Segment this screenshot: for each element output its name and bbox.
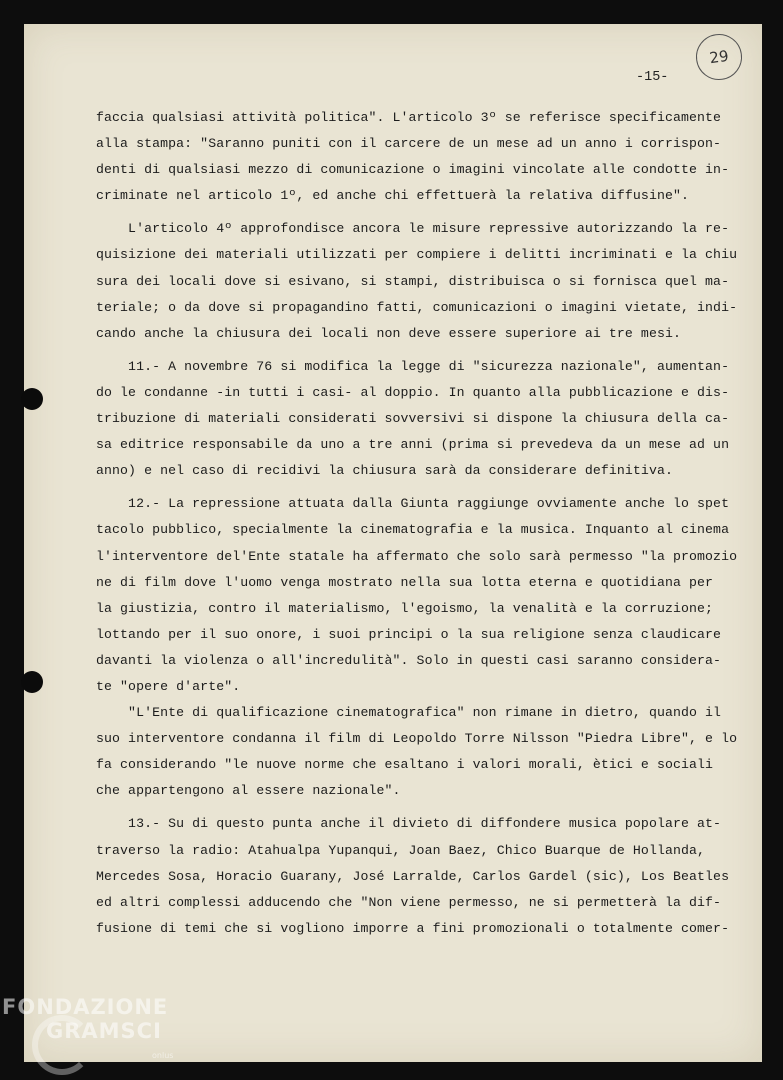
text-line: tribuzione di materiali considerati sovversivi si dispone la chiusura della ca- [96, 411, 730, 427]
watermark-logo [2, 995, 202, 1075]
text-line: alla stampa: "Saranno puniti con il carcere de un mese ad un anno i corrispon- [96, 136, 722, 152]
text-line: teriale; o da dove si propagandino fatti, comunicazioni o imagini vietate, indi- [96, 299, 738, 315]
text-line: ed altri complessi adducendo che "Non viene permesso, ne si permetterà la dif- [96, 894, 722, 910]
text-line: fa considerando "le nuove norme che esaltano i valori morali, ètici e sociali [96, 757, 714, 773]
text-line: fusione di temi che si vogliono imporre a fini promozionali o totalmente comer- [96, 920, 730, 936]
text-line: L'articolo 4º approfondisce ancora le misure repressive autorizzando la re- [96, 221, 730, 237]
page-number: -15- [636, 70, 669, 85]
text-line: criminate nel articolo 1º, ed anche chi effettuerà la relativa diffusine". [96, 188, 690, 204]
text-line: sura dei locali dove si esivano, si stampi, distribuisca o si fornisca quel ma- [96, 273, 730, 289]
text-line: "L'Ente di qualificazione cinematografica" non rimane in dietro, quando il [96, 705, 722, 721]
document-page [24, 24, 762, 1062]
text-line: faccia qualsiasi attività politica". L'articolo 3º se referisce specificamente [96, 110, 722, 125]
text-line: te "opere d'arte". [96, 678, 241, 694]
text-line: Mercedes Sosa, Horacio Guarany, José Larralde, Carlos Gardel (sic), Los Beatles [96, 868, 730, 884]
text-line: quisizione dei materiali utilizzati per compiere i delitti incriminati e la chiu [96, 247, 738, 263]
folio-number: 29 [693, 31, 745, 83]
text-line: traverso la radio: Atahualpa Yupanqui, Joan Baez, Chico Buarque de Hollanda, [96, 842, 706, 858]
text-line: denti di qualsiasi mezzo di comunicazione o imagini vincolate alle condotte in- [96, 162, 730, 178]
text-line: la giustizia, contro il materialismo, l'egoismo, la venalità e la corruzione; [96, 600, 714, 616]
paragraph-gap [96, 804, 726, 811]
text-line: cando anche la chiusura dei locali non deve essere superiore ai tre mesi. [96, 325, 682, 341]
text-line: suo interventore condanna il film di Leopoldo Torre Nilsson "Piedra Libre", e lo [96, 731, 738, 747]
text-line: 11.- A novembre 76 si modifica la legge di "sicurezza nazionale", aumentan- [96, 358, 730, 374]
watermark-line2: GRAMSCI [46, 1019, 162, 1043]
text-line: sa editrice responsabile da uno a tre anni (prima si prevedeva da un mese ad un [96, 437, 730, 453]
text-line: tacolo pubblico, specialmente la cinematografia e la musica. Inquanto al cinema [96, 522, 730, 538]
text-line: do le condanne -in tutti i casi- al doppio. In quanto alla pubblicazione e dis- [96, 384, 730, 400]
text-line: che appartengono al essere nazionale". [96, 783, 401, 799]
text-line: lottando per il suo onore, i suoi principi o la sua religione senza claudicare [96, 626, 722, 642]
paragraph-gap [96, 484, 726, 491]
punch-hole [21, 671, 43, 693]
text-line: ne di film dove l'uomo venga mostrato nella sua lotta eterna e quotidiana per [96, 574, 714, 590]
paragraph-gap [96, 347, 726, 354]
watermark-line1: FONDAZIONE [2, 995, 169, 1019]
text-line: 12.- La repressione attuata dalla Giunta raggiunge ovviamente anche lo spet [96, 496, 730, 512]
paragraph-gap [96, 209, 726, 216]
text-line: davanti la violenza o all'incredulità". Solo in questi casi saranno considera- [96, 652, 722, 668]
watermark-sub: onlus [152, 1051, 174, 1060]
text-line: l'interventore del'Ente statale ha affermato che solo sarà permesso "la promozio [96, 548, 738, 564]
body-text [96, 105, 738, 942]
text-line: 13.- Su di questo punta anche il divieto di diffondere musica popolare at- [96, 816, 722, 832]
text-line: anno) e nel caso di recidivi la chiusura sarà da considerare definitiva. [96, 463, 673, 479]
punch-hole [21, 388, 43, 410]
